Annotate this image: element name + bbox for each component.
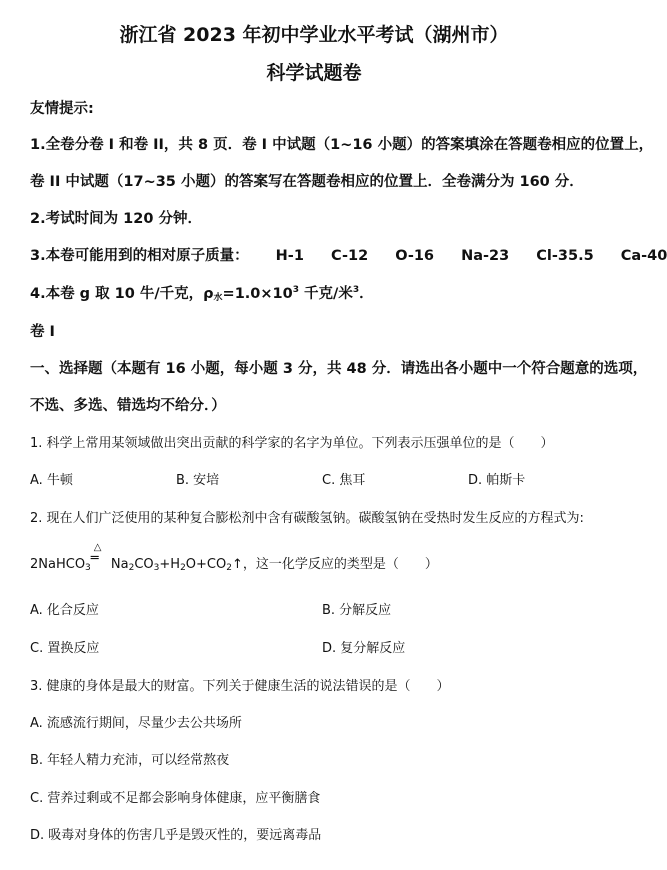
section-heading-line-1: 一、选择题（本题有 16 小题，每小题 3 分，共 48 分．请选出各小题中一个符合题意的选项， bbox=[30, 361, 648, 377]
q2-option-c: C. 置换反应 bbox=[30, 641, 100, 656]
atomic-mass: H-1 bbox=[275, 248, 304, 264]
tip-1-line-2: 卷 II 中试题（17~35 小题）的答案写在答题卷相应的位置上．全卷满分为 160 分． bbox=[30, 174, 584, 190]
volume-label: 卷 I bbox=[30, 324, 55, 340]
q3-option-c: C. 营养过剩或不足都会影响身体健康，应平衡膳食 bbox=[30, 791, 321, 806]
atomic-mass: Na-23 bbox=[461, 248, 510, 264]
q1-option-a: A. 牛顿 bbox=[30, 473, 73, 488]
atomic-mass: Ca-40 bbox=[620, 248, 667, 264]
tip-3 bbox=[30, 244, 667, 265]
tip-3-prefix: 3.本卷可能用到的相对原子质量： bbox=[30, 248, 249, 264]
q1-option-d: D. 帕斯卡 bbox=[468, 473, 526, 488]
tip-4: 4.本卷 g 取 10 牛/千克，$\rho_水=1.0\times 10^3$ 千克/米$^3$． bbox=[30, 285, 374, 303]
section-heading-line-2: 不选、多选、错选均不给分．） bbox=[30, 398, 226, 414]
tip-2: 2.考试时间为 120 分钟． bbox=[30, 211, 202, 227]
tips-heading: 友情提示: bbox=[30, 101, 94, 117]
q3-option-a: A. 流感流行期间，尽量少去公共场所 bbox=[30, 716, 242, 731]
question-1-stem: 1. 科学上常用某领域做出突出贡献的科学家的名字为单位。下列表示压强单位的是（ ） bbox=[30, 436, 554, 451]
q3-option-d: D. 吸毒对身体的伤害几乎是毁灭性的，要远离毒品 bbox=[30, 828, 322, 843]
question-2-equation: 2NaHCO$_3$ △ ═ $Na_2CO_3+H_2O+CO_2↑$，这一化学反应的类型是（ ） bbox=[30, 542, 438, 573]
atomic-mass: Cl-35.5 bbox=[536, 248, 594, 264]
q3-option-b: B. 年轻人精力充沛，可以经常熬夜 bbox=[30, 753, 230, 768]
atomic-mass: O-16 bbox=[395, 248, 435, 264]
q1-option-c: C. 焦耳 bbox=[322, 473, 366, 488]
exam-subtitle: 科学试题卷 bbox=[266, 62, 362, 84]
exam-title: 浙江省 2023 年初中学业水平考试（湖州市） bbox=[119, 24, 509, 46]
q2-option-b: B. 分解反应 bbox=[322, 603, 392, 618]
q1-option-b: B. 安培 bbox=[176, 473, 220, 488]
q2-option-a: A. 化合反应 bbox=[30, 603, 99, 618]
question-3-stem: 3. 健康的身体是最大的财富。下列关于健康生活的说法错误的是（ ） bbox=[30, 679, 450, 694]
q2-option-d: D. 复分解反应 bbox=[322, 641, 406, 656]
question-2-stem: 2. 现在人们广泛使用的某种复合膨松剂中含有碳酸氢钠。碳酸氢钠在受热时发生反应的方程式为: bbox=[30, 511, 584, 526]
tip-1-line-1: 1.全卷分卷 I 和卷 II，共 8 页．卷 I 中试题（1~16 小题）的答案填涂在答题卷相应的位置上， bbox=[30, 137, 654, 153]
atomic-mass: C-12 bbox=[330, 248, 369, 264]
